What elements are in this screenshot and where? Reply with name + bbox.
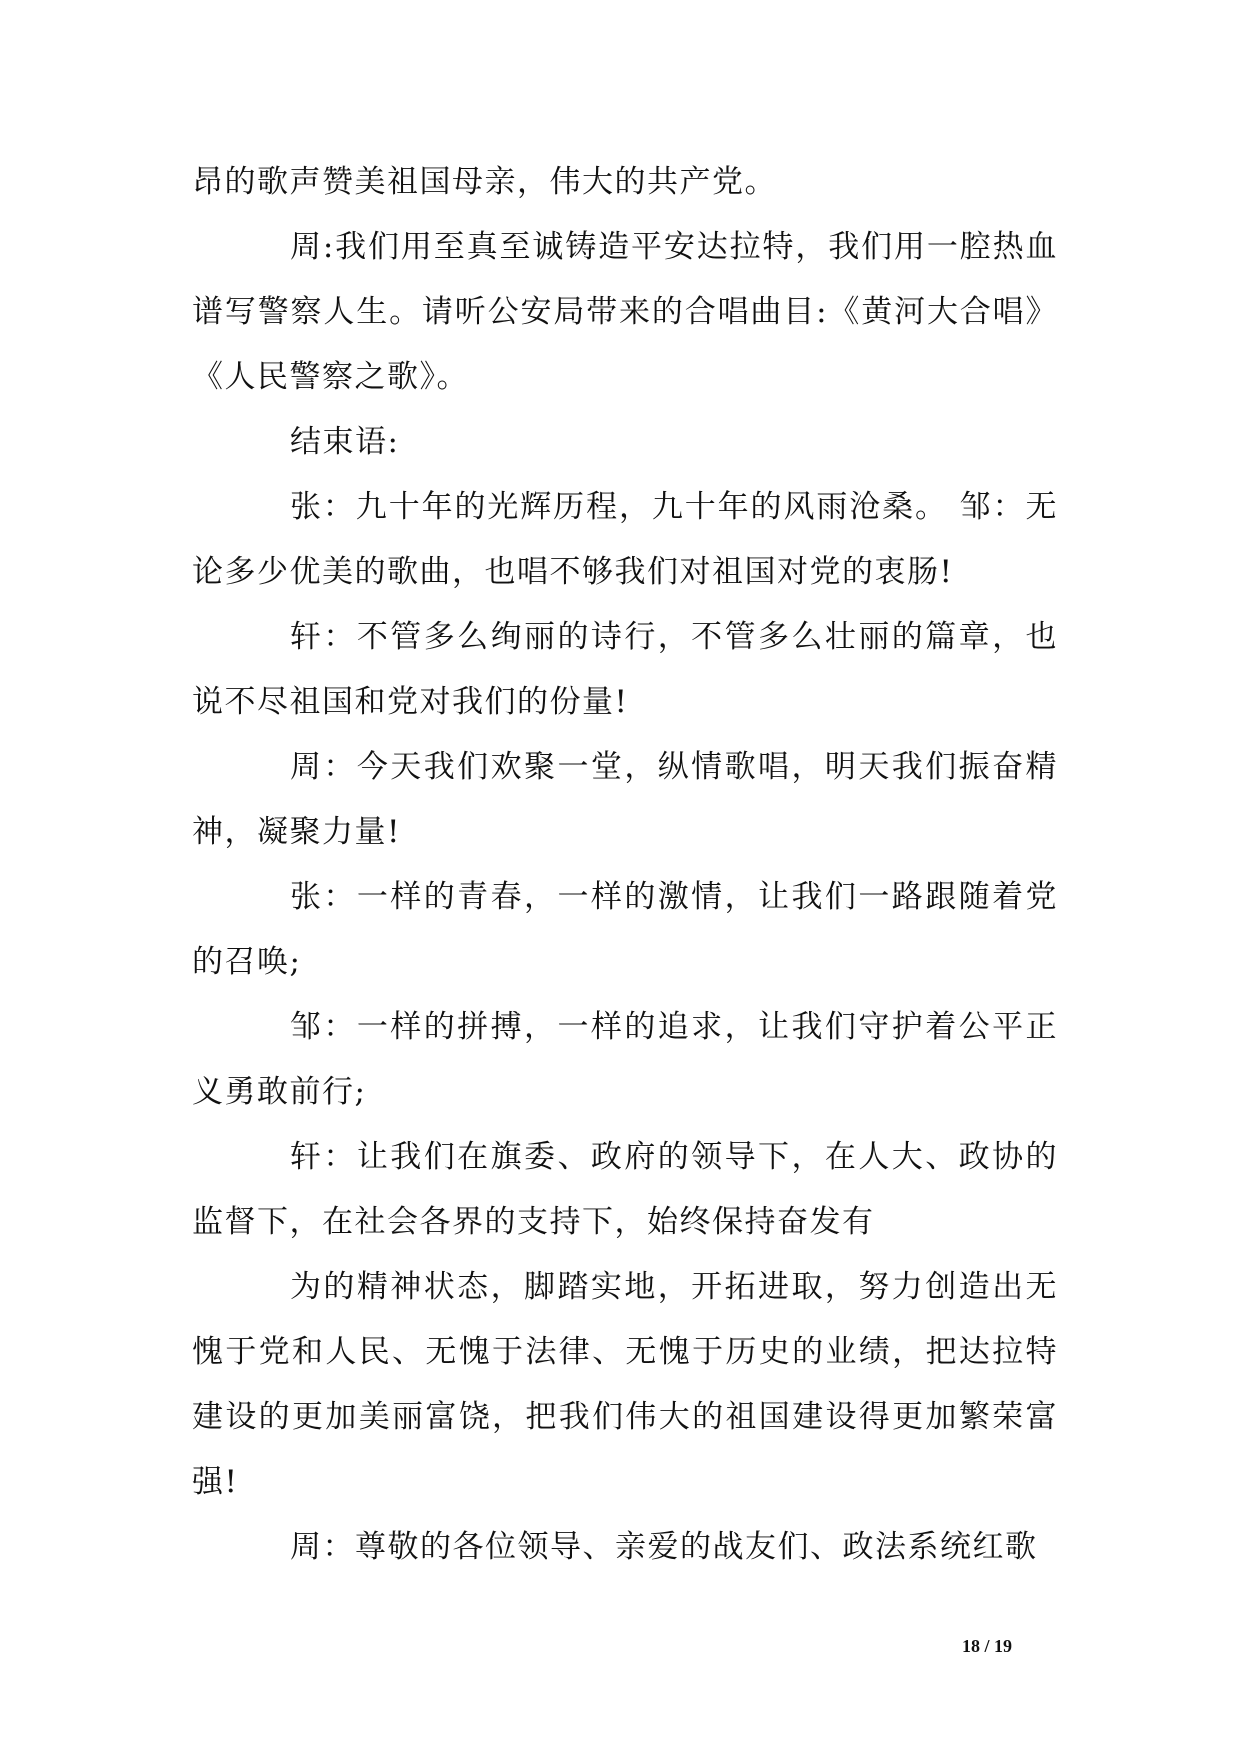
paragraph-zhang-youth: 张：一样的青春，一样的激情，让我们一路跟随着党的召唤; (192, 879, 1058, 980)
paragraph-zhou-respected-leaders: 周：尊敬的各位领导、亲爱的战友们、政法系统红歌 (290, 1529, 1038, 1565)
paragraph-spirit-state: 为的精神状态，脚踏实地，开拓进取，努力创造出无愧于党和人民、无愧于法律、无愧于历史的业绩，把达拉特建设的更加美丽富饶，把我们伟大的祖国建设得更加繁荣富强! (192, 1269, 1058, 1500)
paragraph-xuan-leadership: 轩：让我们在旗委、政府的领导下，在人大、政协的监督下，在社会各界的支持下，始终保持奋发有 (192, 1139, 1058, 1240)
document-body (192, 150, 1058, 1580)
paragraph-xuan-poems: 轩：不管多么绚丽的诗行，不管多么壮丽的篇章，也说不尽祖国和党对我们的份量! (192, 619, 1058, 720)
paragraph-zhou-gathering: 周：今天我们欢聚一堂，纵情歌唱，明天我们振奋精神，凝聚力量! (192, 749, 1058, 850)
paragraph-zou-struggle: 邹：一样的拼搏，一样的追求，让我们守护着公平正义勇敢前行; (192, 1009, 1058, 1110)
page-number: 18 / 19 (962, 1636, 1013, 1656)
paragraph-zhou-police-song: 周:我们用至真至诚铸造平安达拉特，我们用一腔热血谱写警察人生。请听公安局带来的合唱曲目:《黄河大合唱》《人民警察之歌》。 (192, 229, 1058, 395)
paragraph-zhang-zou-ninety-years: 张：九十年的光辉历程，九十年的风雨沧桑。 邹：无论多少优美的歌曲，也唱不够我们对祖国对党的衷肠! (192, 489, 1058, 590)
paragraph-continuation: 昂的歌声赞美祖国母亲，伟大的共产党。 (192, 164, 777, 200)
paragraph-closing-heading: 结束语: (290, 424, 400, 460)
